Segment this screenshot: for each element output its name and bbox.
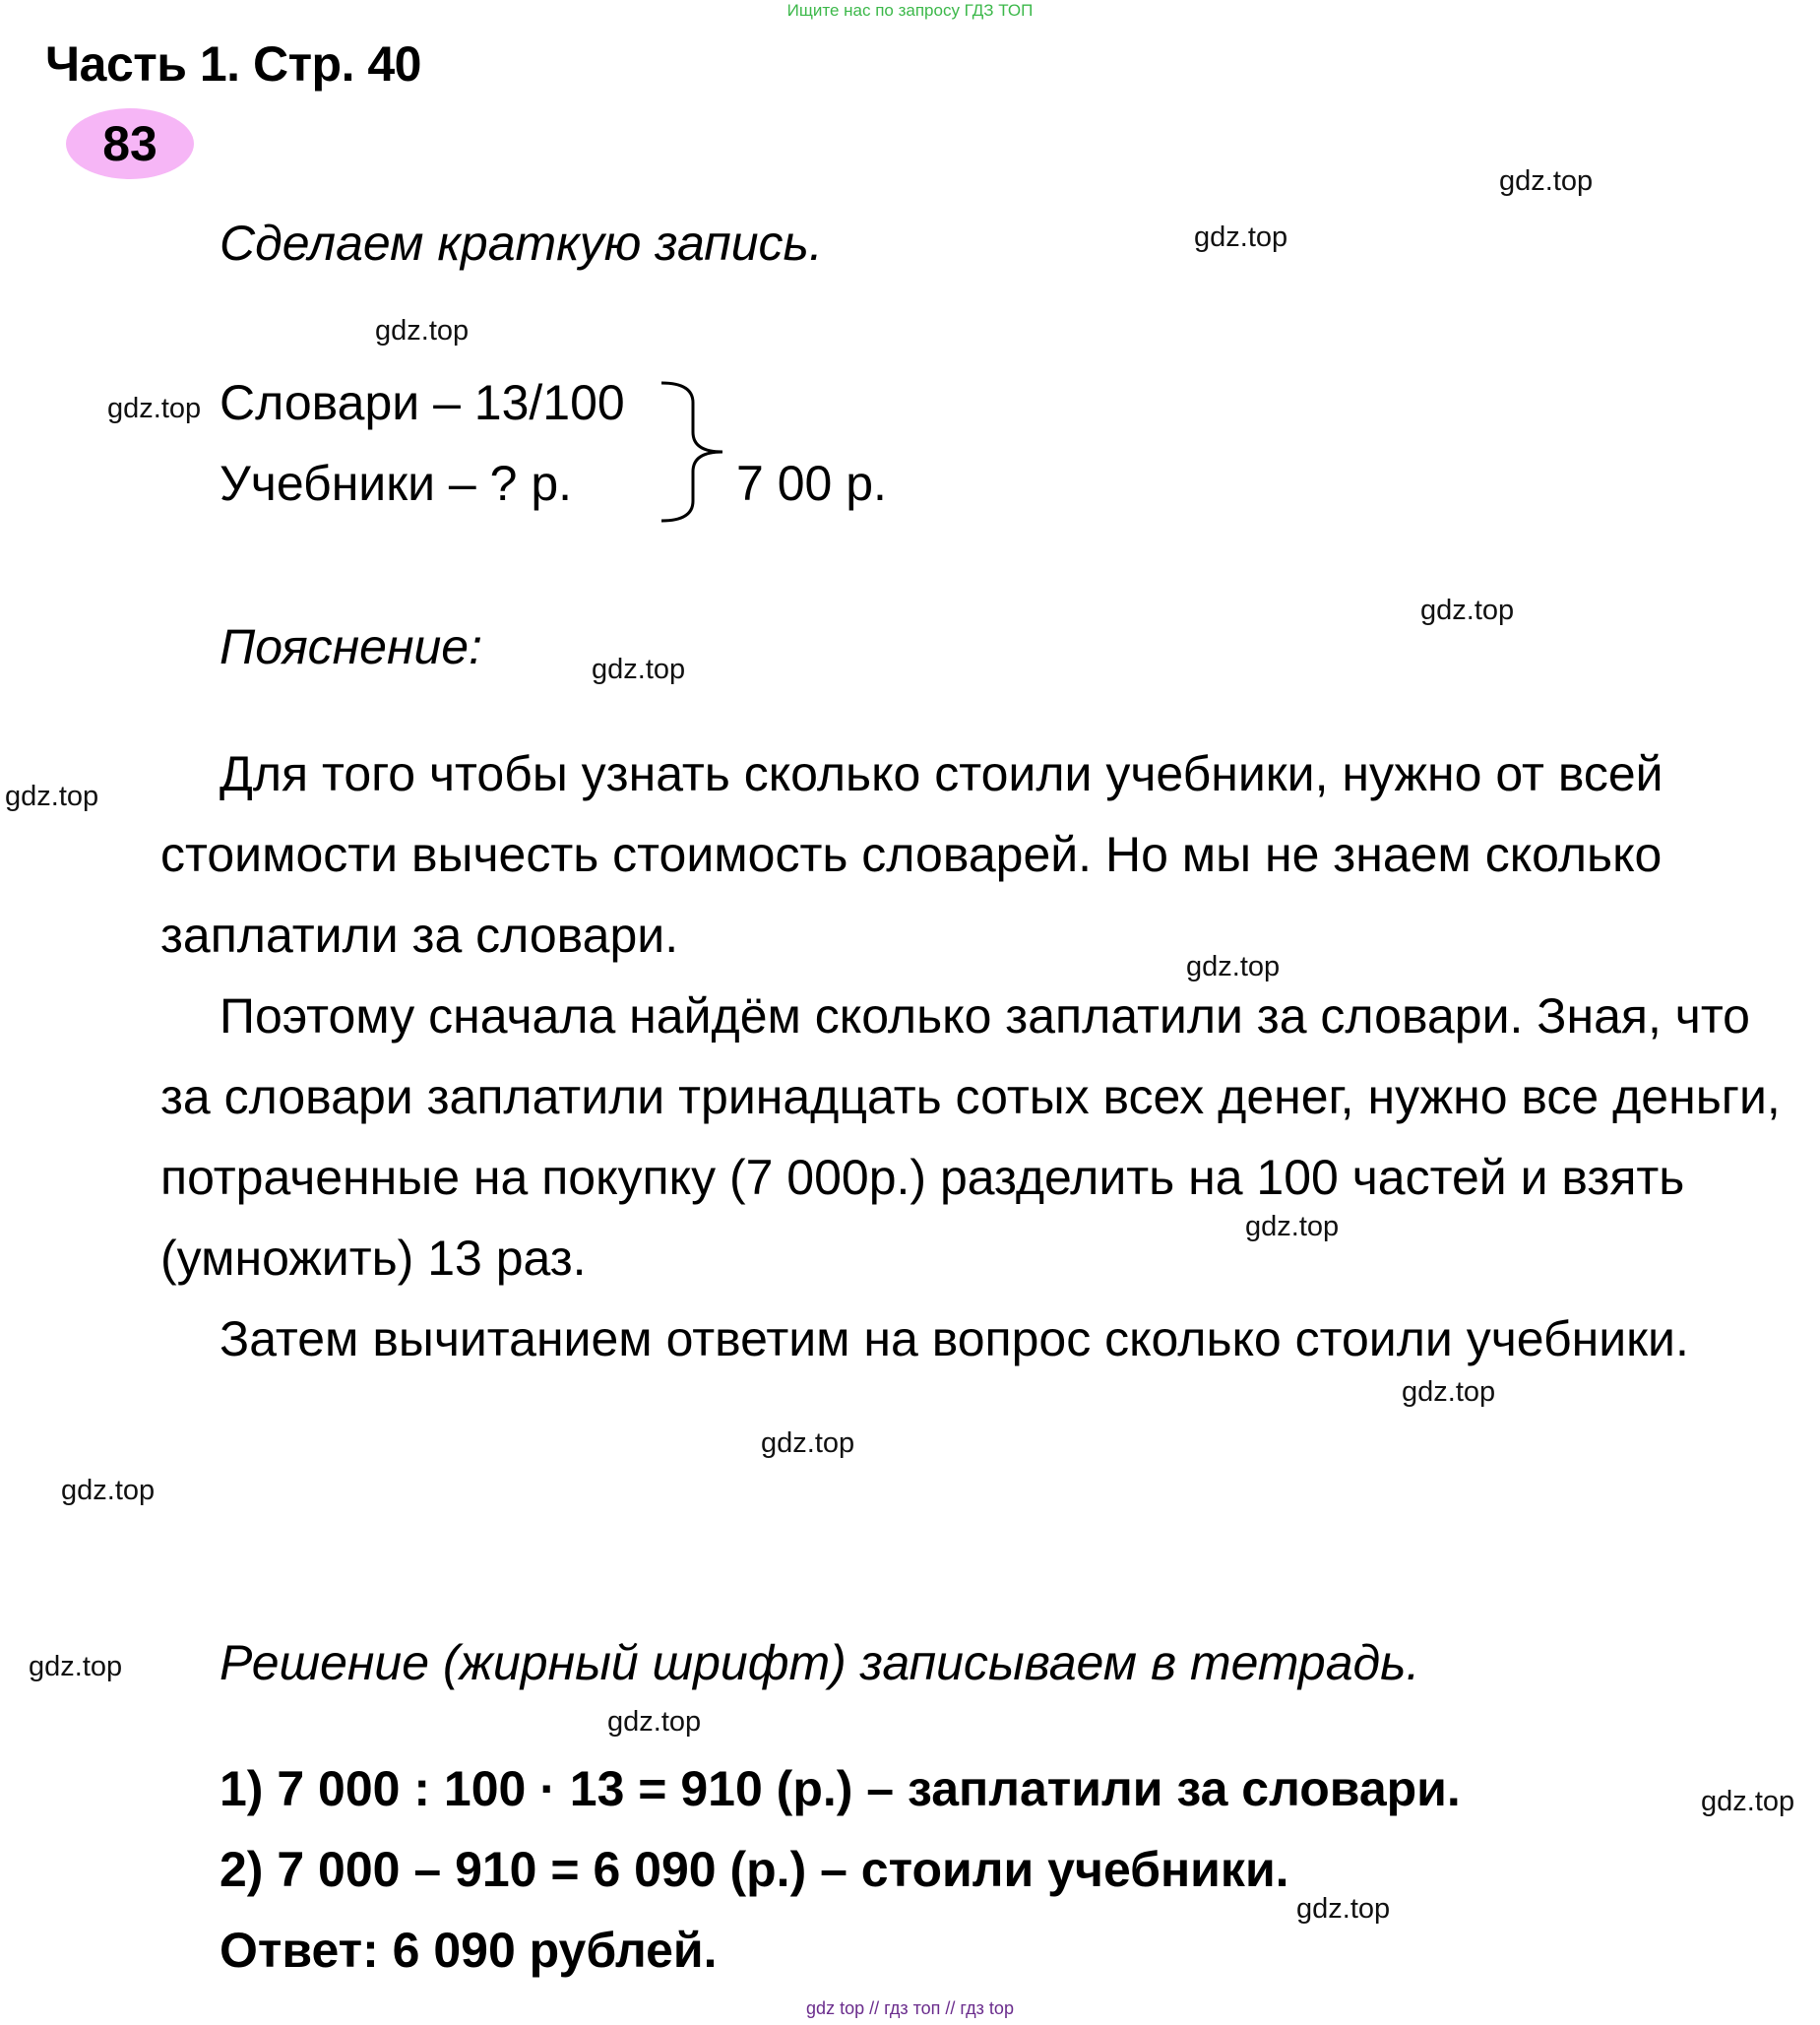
short-record-line-dictionaries: Словари – 13/100 <box>220 375 625 430</box>
short-record-total: 7 00 р. <box>736 456 887 511</box>
explanation-text <box>160 733 1794 1379</box>
short-record-line-textbooks: Учебники – ? р. <box>220 456 573 511</box>
solution-step-2: 2) 7 000 – 910 = 6 090 (р.) – стоили учебники. <box>220 1842 1289 1897</box>
footer-watermark: gdz top // гдз топ // гдз top <box>806 1998 1014 2018</box>
watermark: gdz.top <box>1420 595 1515 626</box>
watermark: gdz.top <box>375 315 470 347</box>
solution-answer: Ответ: 6 090 рублей. <box>220 1923 718 1978</box>
watermark: gdz.top <box>1296 1893 1391 1925</box>
task-number-badge <box>66 108 194 179</box>
short-record-heading: Сделаем краткую запись. <box>220 216 823 271</box>
watermark: gdz.top <box>1186 951 1281 982</box>
watermark: gdz.top <box>29 1651 123 1682</box>
watermark: gdz.top <box>1402 1376 1496 1408</box>
page-title: Часть 1. Стр. 40 <box>45 36 421 92</box>
task-number: 83 <box>102 116 157 171</box>
watermark: gdz.top <box>61 1475 156 1506</box>
explanation-paragraph: Затем вычитанием ответим на вопрос сколько стоили учебники. <box>220 1311 1689 1366</box>
watermark: gdz.top <box>5 781 99 812</box>
watermark: gdz.top <box>1194 221 1288 253</box>
watermark: gdz.top <box>1245 1211 1340 1242</box>
watermark: gdz.top <box>761 1427 855 1459</box>
explanation-paragraph: Для того чтобы узнать сколько стоили учебники, нужно от всей стоимости вычесть стоимость словарей. Но мы не знаем сколько заплатили за словари. <box>160 746 1663 963</box>
solution-heading: Решение (жирный шрифт) записываем в тетрадь. <box>220 1635 1420 1690</box>
watermark: gdz.top <box>1499 165 1594 197</box>
top-banner: Ищите нас по запросу ГДЗ ТОП <box>786 1 1034 20</box>
watermark: gdz.top <box>1701 1786 1795 1817</box>
watermark: gdz.top <box>592 654 686 685</box>
solution-step-1: 1) 7 000 : 100 · 13 = 910 (р.) – заплатили за словари. <box>220 1761 1461 1816</box>
curly-brace <box>658 379 736 527</box>
explanation-heading: Пояснение: <box>220 619 482 674</box>
explanation-paragraph: Поэтому сначала найдём сколько заплатили за словари. Зная, что за словари заплатили тринадцать сотых всех денег, нужно все деньги, потраченные на покупку (7 000р.) разделить на 100 частей и взять (умножить) 13 раз. <box>160 988 1781 1286</box>
watermark: gdz.top <box>107 393 202 424</box>
watermark: gdz.top <box>607 1706 702 1738</box>
